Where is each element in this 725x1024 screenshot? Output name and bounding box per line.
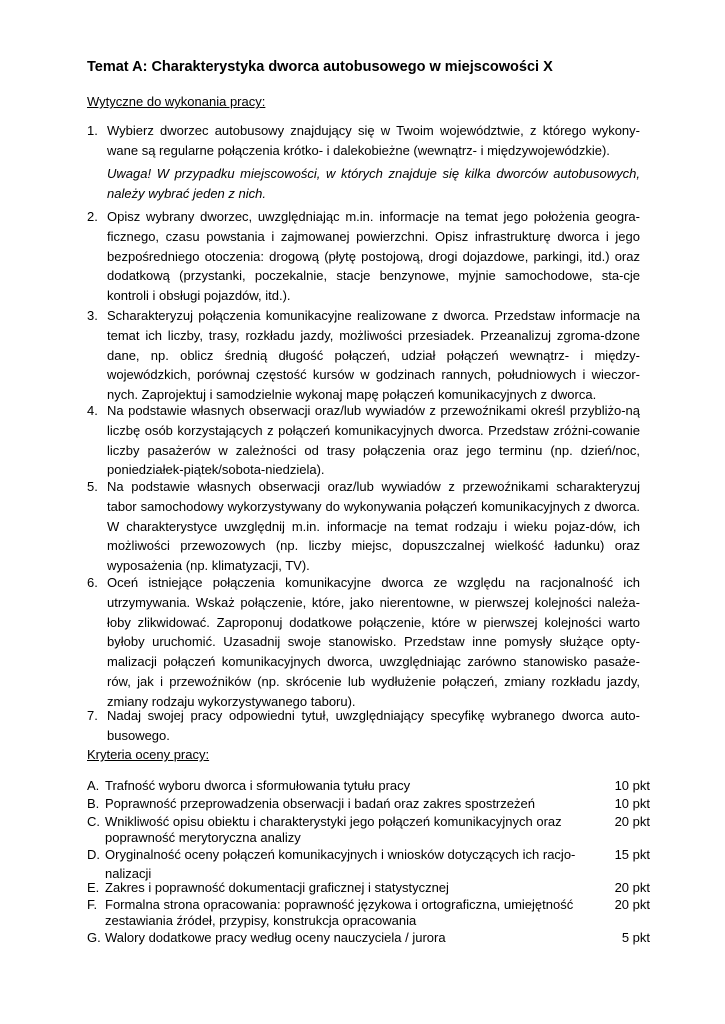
guideline-item-6	[87, 573, 640, 712]
criterion-points: 10 pkt	[614, 796, 650, 811]
criterion-label: F.	[87, 897, 98, 912]
criterion-text: Trafność wyboru dworca i sformułowania tytułu pracy	[105, 778, 411, 793]
criterion-points: 15 pkt	[614, 847, 650, 862]
criterion-label: B.	[87, 796, 100, 811]
item-text: Wybierz dworzec autobusowy znajdujący się w Twoim województwie, z którego wykony-wane są regularne połączenia krótko- i dalekobieżne (wewnątrz- i międzywojewódzkie).	[107, 123, 640, 158]
criterion-points: 20 pkt	[614, 814, 650, 829]
item-number: 1.	[87, 123, 98, 138]
criterion-text: Poprawność przeprowadzenia obserwacji i badań oraz zakres spostrzeżeń	[105, 796, 535, 811]
guidelines-heading: Wytyczne do wykonania pracy:	[87, 94, 266, 109]
criterion-points: 10 pkt	[614, 778, 650, 793]
guideline-item-7	[87, 706, 640, 746]
criterion-b	[87, 796, 650, 812]
item-text: Scharakteryzuj połączenia komunikacyjne realizowane z dworca. Przedstaw informacje na temat ich liczby, trasy, rozkładu jazdy, możliwości przesiadek. Przeanalizuj zgroma-dzone dane, np. oblicz średnią długość połączeń, udział połączeń wewnątrz- i między-wojewódzkich, porównaj częstość kursów w godzinach rannych, południowych i wieczor-nych. Zaprojektuj i samodzielnie wykonaj mapę połączeń komunikacyjnych z dworca.	[107, 308, 640, 403]
criteria-heading: Kryteria oceny pracy:	[87, 747, 210, 762]
criterion-a	[87, 778, 650, 794]
criterion-c	[87, 814, 650, 845]
item-text: Nadaj swojej pracy odpowiedni tytuł, uwzględniający specyfikę wybranego dworca auto-busowego.	[107, 708, 640, 743]
criterion-points: 20 pkt	[614, 880, 650, 895]
note-warning: Uwaga! W przypadku miejscowości, w których znajduje się kilka dworców autobusowych, należy wybrać jeden z nich.	[107, 166, 640, 201]
criterion-label: E.	[87, 880, 100, 895]
criterion-label: D.	[87, 847, 100, 862]
page-title: Temat A: Charakterystyka dworca autobusowego w miejscowości X	[87, 59, 553, 75]
guideline-item-1	[87, 121, 640, 161]
criterion-text: Oryginalność oceny połączeń komunikacyjnych i wniosków dotyczących ich racjo-nalizacji	[105, 847, 576, 881]
criterion-points: 5 pkt	[621, 930, 650, 945]
criterion-label: G.	[87, 930, 101, 945]
criterion-text: Walory dodatkowe pracy według oceny nauczyciela / jurora	[105, 930, 446, 945]
criterion-label: A.	[87, 778, 100, 793]
criterion-e	[87, 880, 650, 896]
item-number: 6.	[87, 575, 98, 590]
criterion-d	[87, 845, 650, 883]
criterion-f	[87, 897, 650, 928]
item-number: 3.	[87, 308, 98, 323]
guideline-item-2	[87, 207, 640, 306]
guideline-item-4	[87, 401, 640, 480]
criterion-g	[87, 930, 650, 946]
item-number: 5.	[87, 479, 98, 494]
criterion-points: 20 pkt	[614, 897, 650, 912]
criterion-text: Zakres i poprawność dokumentacji graficznej i statystycznej	[105, 880, 449, 895]
guideline-item-5	[87, 477, 640, 576]
criterion-label: C.	[87, 814, 100, 829]
guideline-item-3	[87, 306, 640, 405]
criterion-text: Formalna strona opracowania: poprawność językowa i ortograficzna, umiejętność zestawiania źródeł, przypisy, konstrukcja opracowania	[105, 897, 574, 928]
criterion-text: Wnikliwość opisu obiektu i charakterystyki jego połączeń komunikacyjnych oraz poprawność merytoryczna analizy	[105, 814, 562, 845]
item-text: Na podstawie własnych obserwacji oraz/lub wywiadów z przewoźnikami określ przybliżo-ną liczbę osób korzystających z połączeń komunikacyjnych dworca. Przedstaw zróżni-cowanie liczby pasażerów w zależności od trasy połączenia oraz jego terminu (np. dzień/noc, poniedziałek-piątek/sobota-niedziela).	[107, 403, 640, 478]
item-text: Opisz wybrany dworzec, uwzględniając m.in. informacje na temat jego położenia geogra-ficznego, czasu powstania i zajmowanej powierzchni. Opisz infrastrukturę dworca i jego bezpośredniego otoczenia: drogową (płytę postojową, drogi dojazdowe, parkingi, itd.) oraz dodatkową (przystanki, poczekalnie, stacje benzynowe, myjnie samochodowe, sta-cje kontroli i obsługi pojazdów, itd.).	[107, 209, 640, 304]
item-number: 2.	[87, 209, 98, 224]
item-number: 7.	[87, 708, 98, 723]
item-number: 4.	[87, 403, 98, 418]
item-text: Na podstawie własnych obserwacji oraz/lub wywiadów z przewoźnikami scharakteryzuj tabor samochodowy wykorzystywany do wykonywania połączeń komunikacyjnych z dworca. W charakterystyce uwzględnij m.in. informacje na temat rodzaju i wieku pojaz-dów, ich możliwości przewozowych (np. liczby miejsc, dopuszczalnej wielkość ładunku) oraz wyposażenia (np. klimatyzacji, TV).	[107, 479, 640, 574]
item-text: Oceń istniejące połączenia komunikacyjne dworca ze względu na racjonalność ich utrzymywania. Wskaż połączenie, które, jako nierentowne, w pierwszej kolejności należa-łoby zlikwidować. Zaproponuj dodatkowe połączenie, które w pierwszej kolejności warto byłoby uruchomić. Uzasadnij swoje stanowisko. Przedstaw inne pomysły służące opty-malizacji połączeń komunikacyjnych dworca, uwzględniając zarówno stanowisko pasaże-rów, jak i przewoźników (np. skrócenie lub wydłużenie połączeń, zmiany rozkładu jazdy, zmiany rodzaju wykorzystywanego taboru).	[107, 575, 640, 709]
